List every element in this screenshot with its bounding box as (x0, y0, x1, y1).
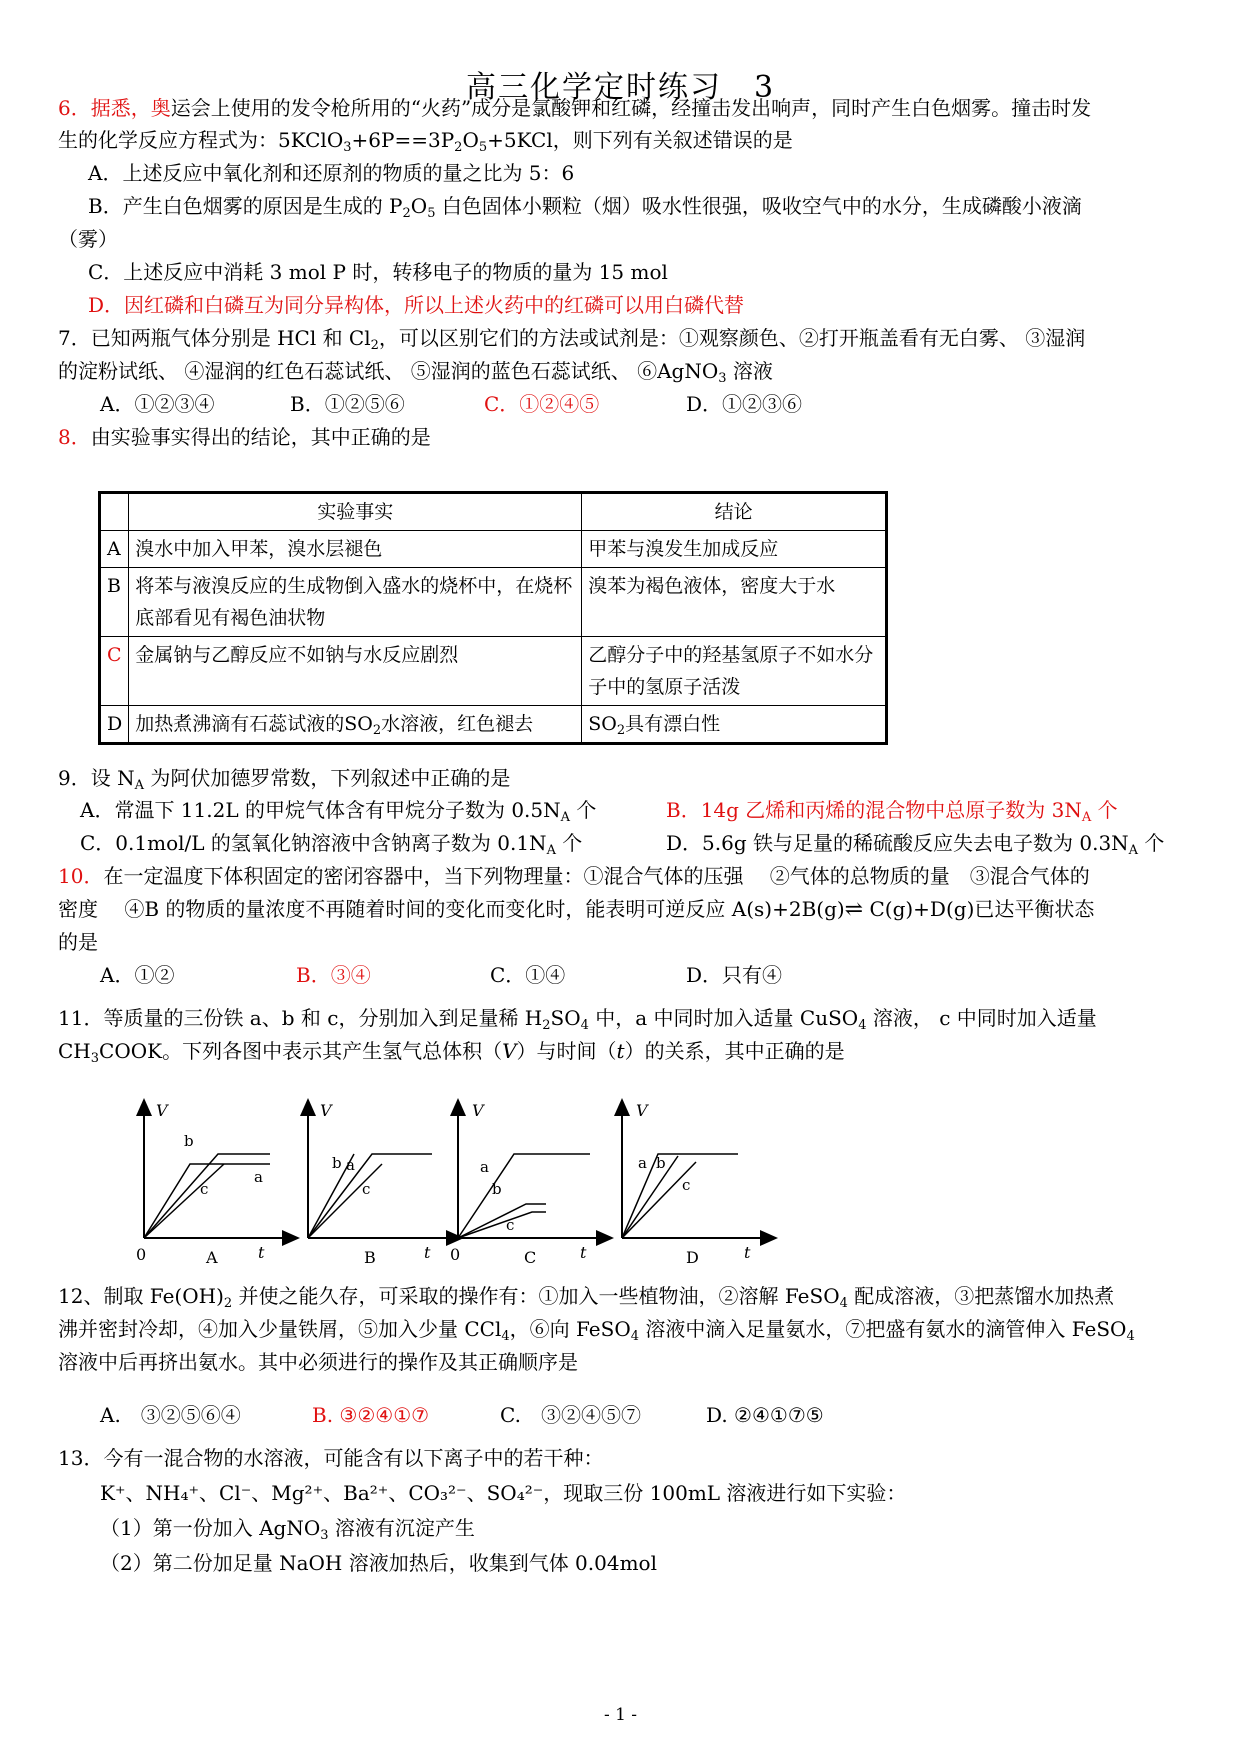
q12-text-a: 12、制取 Fe(OH) (58, 1284, 224, 1308)
axis-v-label: V (636, 1101, 648, 1120)
q9-d-text: D．5.6g 铁与足量的稀硫酸反应失去电子数为 0.3N (666, 831, 1129, 855)
q9-a-text: A．常温下 11.2L 的甲烷气体含有甲烷分子数为 0.5N (80, 798, 561, 822)
curve-label: b (492, 1180, 502, 1198)
q11-text-d: 溶液， c 中同时加入适量 (866, 1006, 1097, 1030)
equilibrium-arrow-icon: ⇌ (844, 897, 864, 922)
q9-text-b: 为阿伏加德罗常数，下列叙述中正确的是 (143, 766, 511, 790)
curve-label: c (682, 1176, 691, 1194)
q6-equation-d: +5KCl，则下列有关叙述错误的是 (487, 128, 793, 152)
subscript: 4 (501, 1329, 510, 1344)
subscript: 2 (372, 723, 382, 738)
q11-var-t: t (616, 1039, 625, 1063)
q9-b-unit: 个 (1091, 798, 1118, 822)
q13-exp1-text-b: 溶液有沉淀产生 (328, 1516, 475, 1540)
subscript: A (134, 778, 144, 793)
q8-stem (58, 424, 431, 450)
q6-line1 (58, 95, 1091, 121)
subscript: 5 (478, 140, 488, 155)
row-fact (129, 706, 582, 744)
q6-line2 (58, 127, 793, 153)
subscript: 3 (90, 1051, 100, 1066)
graph-c (450, 1101, 606, 1267)
axis-t-label: t (424, 1243, 431, 1262)
q9-stem (58, 765, 510, 791)
q9-option-c (80, 830, 582, 856)
q9-d-unit: 个 (1138, 831, 1165, 855)
q11-text-e: CH (58, 1039, 91, 1063)
q7-text-c: 的淀粉试纸、 ④湿润的红色石蕊试纸、 ⑤湿润的蓝色石蕊试纸、 ⑥AgNO (58, 359, 719, 383)
table-row (100, 706, 887, 744)
q10-text-1: 在一定温度下体积固定的密闭容器中，当下列物理量：①混合气体的压强 ②气体的总物质的量 ③混合气体的 (103, 864, 1090, 888)
q8-number: 8． (58, 425, 91, 449)
q9-option-a (80, 797, 596, 823)
q6-number: 6． (58, 96, 91, 120)
row-fact: 将苯与液溴反应的生成物倒入盛水的烧杯中，在烧杯底部看见有褐色油状物 (129, 568, 582, 637)
conclusion-text-b: 具有漂白性 (625, 713, 721, 735)
q10-number: 10． (58, 864, 104, 888)
subscript: A (546, 843, 556, 858)
subscript: A (1128, 843, 1139, 858)
fact-text-b: 水溶液，红色褪去 (381, 713, 534, 735)
graph-letter: C (524, 1248, 537, 1267)
q11-text-h: ）的关系，其中正确的是 (624, 1039, 845, 1063)
q11-text-b: SO (550, 1006, 581, 1030)
q12-option-c: C. ③②④⑤⑦ (500, 1403, 641, 1427)
subscript: 4 (580, 1018, 589, 1033)
table-row (100, 531, 887, 568)
graph-d (622, 1101, 770, 1267)
row-label: B (100, 568, 129, 637)
q6-stem: 运会上使用的发令枪所用的“火药”成分是氯酸钾和红磷，经撞击发出响声，同时产生白色烟雾。撞击时发 (170, 96, 1092, 120)
q12-text-f: 溶液中滴入足量氨水，⑦把盛有氨水的滴管伸入 FeSO (639, 1317, 1127, 1341)
curve-label: c (362, 1180, 371, 1198)
subscript: 4 (839, 1296, 848, 1311)
q7-text-a: 7．已知两瓶气体分别是 HCl 和 Cl (58, 326, 371, 350)
subscript: 2 (454, 140, 463, 155)
q12-text-b: 并使之能久存，可采取的操作有：①加入一些植物油，②溶解 FeSO (232, 1284, 840, 1308)
axis-t-label: t (744, 1243, 751, 1262)
graph-letter: D (686, 1248, 699, 1267)
axis-v-label: V (320, 1101, 332, 1120)
q11-graphs (120, 1098, 880, 1268)
table-header-row (100, 493, 887, 531)
q9-c-unit: 个 (555, 831, 583, 855)
q11-var-v: V (502, 1039, 517, 1063)
q7-option-a: A．①②③④ (100, 392, 215, 416)
subscript: 2 (223, 1296, 233, 1311)
q11-text-g: ）与时间（ (516, 1039, 617, 1063)
curve-label: c (506, 1216, 515, 1234)
q13-exp1 (100, 1515, 475, 1541)
graph-a (136, 1101, 292, 1267)
q10-line3: 的是 (58, 930, 98, 954)
q12-line2 (58, 1316, 1135, 1342)
q11-line2 (58, 1038, 845, 1064)
graph-letter: B (364, 1248, 376, 1267)
q7-option-b: B．①②⑤⑥ (290, 392, 405, 416)
q6-stem-red: 据悉，奥 (90, 96, 171, 120)
q9-b-text: B．14g 乙烯和丙烯的混合物中总原子数为 3N (666, 798, 1082, 822)
row-label: D (100, 706, 129, 744)
q10-option-b: B．③④ (296, 963, 371, 987)
curve-label: c (200, 1180, 209, 1198)
curve-label: b (184, 1132, 194, 1150)
q6-option-b-line1 (88, 193, 1082, 219)
axis-t-label: t (580, 1243, 587, 1262)
q10-option-c: C．①④ (490, 963, 566, 987)
subscript: 4 (1126, 1329, 1135, 1344)
q7-line2 (58, 358, 773, 384)
q6-b-text-b: O (410, 194, 428, 218)
q12-line1 (58, 1283, 1114, 1309)
q6-option-b-line2: （雾） (58, 227, 118, 251)
experiment-table (98, 491, 888, 745)
q11-line1 (58, 1005, 1097, 1031)
row-conclusion: 溴苯为褐色液体，密度大于水 (582, 568, 887, 637)
q10-text-2b: C(g)+D(g)已达平衡状态 (863, 897, 1095, 921)
subscript: 2 (542, 1018, 551, 1033)
q9-text-a: 9．设 N (58, 766, 135, 790)
q7-option-c: C．①②④⑤ (484, 392, 600, 416)
q6-equation-a: 生的化学反应方程式为：5KClO (58, 128, 344, 152)
curve-label: a (254, 1168, 263, 1186)
subscript: 4 (630, 1329, 639, 1344)
graph-b (308, 1101, 456, 1267)
q12-option-b: B. ③②④①⑦ (312, 1403, 430, 1427)
q10-option-a: A．①② (100, 963, 175, 987)
q9-c-text: C．0.1mol/L 的氢氧化钠溶液中含钠离子数为 0.1N (80, 831, 547, 855)
subscript: 3 (320, 1528, 329, 1543)
table-header-conclusion: 结论 (582, 493, 887, 531)
q9-a-unit: 个 (570, 798, 597, 822)
row-label: C (100, 637, 129, 706)
q10-option-d: D．只有④ (686, 963, 783, 987)
q6-b-text-a: B．产生白色烟雾的原因是生成的 P (88, 194, 403, 218)
subscript: 3 (343, 140, 352, 155)
subscript: 2 (402, 206, 411, 221)
row-label: A (100, 531, 129, 568)
q7-line1 (58, 325, 1085, 351)
q9-option-d (666, 830, 1164, 856)
q11-text-c: 中，a 中同时加入适量 CuSO (588, 1006, 859, 1030)
q11-text-f: COOK。下列各图中表示其产生氢气总体积（ (99, 1039, 503, 1063)
q8-text: 由实验事实得出的结论，其中正确的是 (90, 425, 431, 449)
q7-text-b: ，可以区别它们的方法或试剂是：①观察颜色、②打开瓶盖看有无白雾、 ③湿润 (378, 326, 1086, 350)
q7-option-d: D．①②③⑥ (686, 392, 803, 416)
q7-text-d: 溶液 (726, 359, 773, 383)
row-conclusion (582, 706, 887, 744)
q13-exp1-text-a: （1）第一份加入 AgNO (100, 1516, 321, 1540)
q11-text-a: 11．等质量的三份铁 a、b 和 c，分别加入到足量稀 H (58, 1006, 543, 1030)
q6-equation-c: O (462, 128, 479, 152)
q13-ions: K⁺、NH₄⁺、Cl⁻、Mg²⁺、Ba²⁺、CO₃²⁻、SO₄²⁻，现取三份 100mL 溶液进行如下实验： (100, 1481, 907, 1505)
q13-exp2: （2）第二份加足量 NaOH 溶液加热后，收集到气体 0.04mol (100, 1551, 657, 1575)
q12-option-d: D. ②④①⑦⑤ (706, 1403, 824, 1427)
q12-text-c: 配成溶液，③把蒸馏水加热煮 (847, 1284, 1115, 1308)
fact-text-a: 加热煮沸滴有石蕊试液的SO (135, 713, 373, 735)
subscript: 5 (427, 206, 436, 221)
q6-b-text-c: 白色固体小颗粒（烟）吸水性很强，吸收空气中的水分，生成磷酸小液滴 (435, 194, 1082, 218)
subscript: 2 (370, 338, 379, 353)
table-row (100, 637, 887, 706)
q12-option-a: A. ③②⑤⑥④ (100, 1403, 241, 1427)
subscript: 2 (616, 723, 626, 738)
subscript: A (1081, 810, 1092, 825)
q12-line3: 溶液中后再挤出氨水。其中必须进行的操作及其正确顺序是 (58, 1350, 578, 1374)
axis-v-label: V (156, 1101, 168, 1120)
q12-text-e: ，⑥向 FeSO (509, 1317, 631, 1341)
curve-label: a (346, 1156, 355, 1174)
curve-label: b (332, 1154, 342, 1172)
q6-equation-b: +6P==3P (351, 128, 455, 152)
table-header-fact: 实验事实 (129, 493, 582, 531)
q13-line1: 13．今有一混合物的水溶液，可能含有以下离子中的若干种： (58, 1446, 604, 1470)
curve-label: a (480, 1158, 489, 1176)
q10-line2 (58, 896, 1094, 923)
axis-t-label: t (258, 1243, 265, 1262)
page-title: 高三化学定时练习 3 (465, 70, 776, 105)
curve-label: a (638, 1154, 647, 1172)
q12-text-d: 沸并密封冷却，④加入少量铁屑，⑤加入少量 CCl (58, 1317, 502, 1341)
q10-text-2a: 密度 ④B 的物质的量浓度不再随着时间的变化而变化时，能表明可逆反应 A(s)+2B(g) (58, 897, 845, 921)
subscript: 4 (858, 1018, 867, 1033)
table-row (100, 568, 887, 637)
conclusion-text-a: SO (588, 713, 617, 735)
subscript: A (560, 810, 571, 825)
table-cell (100, 493, 129, 531)
curve-label: b (656, 1154, 666, 1172)
row-fact: 溴水中加入甲苯，溴水层褪色 (129, 531, 582, 568)
origin-label: 0 (450, 1245, 461, 1264)
origin-label: 0 (136, 1245, 147, 1264)
row-conclusion: 甲苯与溴发生加成反应 (582, 531, 887, 568)
graph-letter: A (206, 1248, 218, 1267)
q6-option-c: C．上述反应中消耗 3 mol P 时，转移电子的物质的量为 15 mol (88, 260, 668, 284)
q6-option-d: D．因红磷和白磷互为同分异构体，所以上述火药中的红磷可以用白磷代替 (88, 293, 745, 317)
row-fact: 金属钠与乙醇反应不如钠与水反应剧烈 (129, 637, 582, 706)
row-conclusion: 乙醇分子中的羟基氢原子不如水分子中的氢原子活泼 (582, 637, 887, 706)
q6-option-a: A．上述反应中氧化剂和还原剂的物质的量之比为 5：6 (88, 161, 575, 185)
subscript: 3 (718, 371, 727, 386)
q10-line1 (58, 863, 1090, 889)
axis-v-label: V (472, 1101, 484, 1120)
q9-option-b (666, 797, 1118, 823)
page-number: - 1 - (603, 1705, 638, 1725)
